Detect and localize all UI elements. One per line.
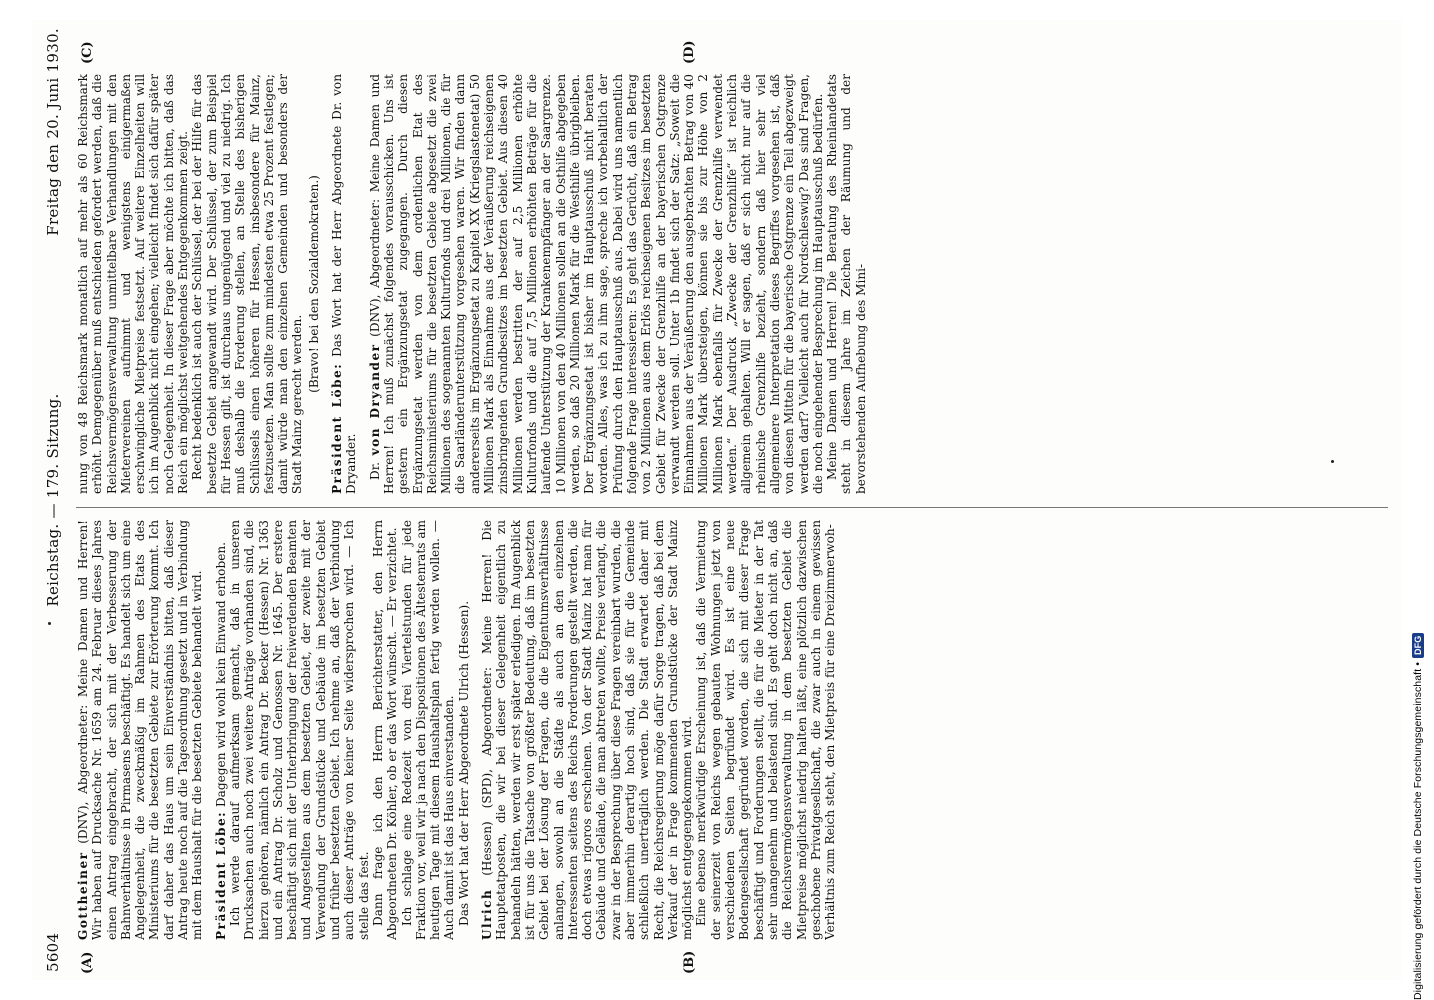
paragraph: Das Wort hat der Herr Abgeordnete Ulrich (Hessen). bbox=[456, 600, 471, 926]
right-column bbox=[76, 74, 1388, 494]
margin-mark-a: (A) bbox=[80, 951, 95, 974]
scan-speck bbox=[48, 622, 51, 625]
speaker-name: Gottheiner bbox=[76, 851, 90, 940]
paragraph: Ich werde darauf aufmerksam gemacht, daß in unseren Drucksachen auch noch zwei weitere Anträge vorhanden sind, die hierzu gehören, nämlich ein Antrag Dr. Becker (Hessen) Nr. 1363 und ein Antrag Dr. Scholz und Genossen Nr. 1645. Der erstere beschäftigt sich mit der Unterbringung der freiwerdenden Beamten und Angestellten aus dem besetzten Gebiet, der zweite mit der Verwendung der Grundstücke und Gebäude im besetzten Gebiet und früher besetzten Gebiet. Ich nehme an, daß der Verbindung auch dieser Anträge von keiner Seite widersprochen wird. — Ich stelle das fest. bbox=[227, 520, 371, 940]
interjection: (Bravo! bei den Sozialdemokraten.) bbox=[306, 175, 321, 393]
document-page bbox=[32, 20, 1402, 980]
speaker-name: Ulrich bbox=[480, 888, 495, 940]
page-header bbox=[40, 28, 68, 972]
paragraph: Meine Damen und Herren! Die Beratung des Rheinlandetats steht in diesem Jahre im Zeichen der Räumung und der bevorstehenden Aufhebung des Mini- bbox=[825, 74, 868, 494]
digitization-notice bbox=[1412, 12, 1424, 1000]
session-date: Freitag den 20. Juni 1930. bbox=[44, 28, 62, 236]
dfg-logo: DFG bbox=[1412, 633, 1424, 658]
paragraph: Dr. von Dryander (DNV), Abgeordneter: Meine Damen und Herren! Ich muß zunächst folgendes vorausschicken. Uns ist gestern ein Ergänzungsetat zugegangen. Durch diesen Ergänzungsetat werden von dem ordentlichen Etat des Reichsministeriums für die besetzten Gebiete abgesetzt die zwei Millionen des sogenannten Kulturfonds und drei Millionen, die für die Saarländerunterstützung vorgesehen waren. Wir finden dann andererseits im Ergänzungsetat zu Kapitel XX (Kriegslastenetat) 50 Millionen Mark als Einnahme aus der Veräußerung reichseigenen zinsbringenden Grundbesitzes im besetzten Gebiet. Aus diesen 40 Millionen werden bestritten der auf 2,5 Millionen erhöhte Kulturfonds und die auf 7,5 Millionen erhöhten Beträge für die laufende Unterstützung der Krankenempfänger an der Saargrenze. 10 Millionen von den 40 Millionen sollen an die Osthilfe abgegeben werden, so daß 20 Millionen Mark für die Westhilfe übrigbleiben. Der Ergänzungsetat ist bisher im Hauptausschuß nicht beraten worden. Alles, was ich zu ihm sage, spreche ich vorbehaltlich der Prüfung durch den Hauptausschuß aus. Dabei wird uns namentlich folgende Frage interessieren: Es geht das Gerücht, daß ein Betrag von 2 Millionen aus dem Erlös reichseigenen Besitzes im besetzten Gebiet für Zwecke der Grenzhilfe an der bayerischen Ostgrenze verwandt werden soll. Unter 1b findet sich der Satz: „Soweit die Einnahmen aus der Veräußerung den ausgebrachten Betrag von 40 Millionen Mark übersteigen, können sie bis zur Höhe von 2 Millionen Mark ebenfalls für Zwecke der Grenzhilfe verwendet werden.“ Der Ausdruck „Zwecke der Grenzhilfe“ ist reichlich allgemein gehalten. Will er sagen, daß er sich nicht nur auf die rheinische Grenzhilfe bezieht, sondern daß hier sehr viel allgemeinere Interpretation dieses Begriffes vorgesehen ist, daß von diesen Mitteln für die bayerische Ostgrenze ein Teil abgezweigt werden darf? Vielleicht auch für Nordschleswig? Das sind Fragen, die noch eingehender Besprechung im Hauptausschuß bedürfen. bbox=[367, 74, 825, 494]
paragraph: Gottheiner (DNV), Abgeordneter: Meine Damen und Herren! Wir haben auf Drucksache Nr. 1659 am 24. Februar dieses Jahres einen Antrag eingebracht, der sich mit der Verbesserung der Bahnverhältnisse in Pirmasens beschäftigt. Es handelt sich um eine Angelegenheit, die zweckmäßig im Rahmen des Etats des Ministeriums für die besetzten Gebiete zur Erörterung kommt. Ich darf daher das Haus um sein Einverständnis bitten, daß dieser Antrag heute noch auf die Tagesordnung gesetzt und in Verbindung mit dem Haushalt für die besetzten Gebiete behandelt wird. bbox=[76, 520, 205, 940]
paragraph: nung von 48 Reichsmark monatlich auf mehr als 60 Reichsmark erhöht. Demgegenüber muß entschieden gefordert werden, daß die Reichsvermögensverwaltung unmittelbare Verhandlungen mit den Mietervereinen aufnimmt und wenigstens einigermaßen erschwingliche Mietpreise festsetzt. Auf weitere Einzelheiten will ich im Augenblick nicht eingehen; vielleicht findet sich dafür später noch Gelegenheit. In dieser Frage aber möchte ich bitten, daß das Reich ein möglichst weitgehendes Entgegenkommen zeigt. bbox=[76, 74, 191, 494]
margin-mark-b: (B) bbox=[682, 950, 697, 974]
margin-mark-c: (C) bbox=[80, 41, 95, 64]
column-divider bbox=[76, 507, 1388, 508]
paragraph: Präsident Löbe: Das Wort hat der Herr Abgeordnete Dr. von Dryander. bbox=[330, 74, 359, 494]
paragraph: Ulrich (Hessen) (SPD), Abgeordneter: Meine Herren! Die Hauptetatposten, die wir bei dieser Gelegenheit eigentlich zu behandeln hätten, werden wir erst später erledigen. Im Augenblick ist für uns die Tatsache von größter Bedeutung, daß im besetzten Gebiet bei der Lösung der Fragen, die die Eigentumsverhältnisse anlangen, sowohl an die Städte als auch an den einzelnen Interessenten seitens des Reichs Forderungen gestellt werden, die doch etwas rigoros erscheinen. Von der Stadt Mainz hat man für Gebäude und Gelände, die man abtreten wollte, Preise verlangt, die zwar in der Besprechung über diese Fragen vereinbart wurden, die aber immerhin derartig hoch sind, daß sie für die Gemeinde schließlich unerträglich werden. Die Stadt erwartet daher mit Recht, die Reichsregierung möge dafür Sorge tragen, daß bei dem Verkauf der in Frage kommenden Grundstücke der Stadt Mainz möglichst entgegengekommen wird. bbox=[480, 520, 695, 940]
paragraph: Eine ebenso merkwürdige Erscheinung ist, daß die Vermietung der seinerzeit von Reichs wegen gebauten Wohnungen jetzt von verschiedenen Seiten begründet wird. Es ist eine neue Bodengesellschaft gegründet worden, die sich mit dieser Frage beschäftigt und Forderungen stellt, die für die Mieter in der Tat sehr unangenehm und belastend sind. Es geht doch nicht an, daß die Reichsvermögensverwaltung in dem besetzten Gebiet die Mietpreise möglichst niedrig halten läßt, eine plötzlich dazwischen geschobene Privatgesellschaft, die zwar auch in einem gewissen Verhältnis zum Reich steht, den Mietpreis für eine Dreizimmerwoh- bbox=[694, 520, 838, 940]
speaker-name: von Dryander bbox=[367, 343, 382, 456]
paragraph: Ich schlage eine Redezeit von drei Viertelstunden für jede Fraktion vor, weil wir ja nach den Dispositionen des Ältestenrats am heutigen Tage mit diesem Haushaltsplan fertig werden wollen. — Auch damit ist das Haus einverstanden. bbox=[399, 520, 457, 940]
paragraph: Dann frage ich den Herrn Berichterstatter, den Herrn Abgeordneten Dr. Köhler, ob er das Wort wünscht. — Er verzichtet. bbox=[370, 520, 400, 940]
session-title: Reichstag. — 179. Sitzung. bbox=[44, 393, 62, 607]
paragraph: Präsident Löbe: Dagegen wird wohl kein Einwand erhoben. bbox=[213, 542, 228, 940]
digitization-text: Digitalisierung gefördert durch die Deutsche Forschungsgemeinschaft • bbox=[1412, 662, 1424, 1000]
speaker-name: Präsident Löbe: bbox=[213, 810, 228, 940]
rotated-scan bbox=[32, 20, 1402, 980]
speaker-name: Präsident Löbe: bbox=[330, 362, 345, 494]
page-number: 5604 bbox=[44, 932, 62, 972]
paragraph: Recht bedenklich ist auch der Schlüssel, der bei der Hilfe für das besetzte Gebiet angewandt wird. Der Schlüssel, der zum Beispiel für Hessen gilt, ist durchaus ungenügend und viel zu niedrig. Ich muß deshalb die Forderung stellen, an Stelle des bisherigen Schlüssels einen höheren für Hessen, insbesondere für Mainz, festzusetzen. Man sollte zum mindesten etwa 25 Prozent festlegen; damit würde man den einzelnen Gemeinden und besonders der Stadt Mainz gerecht werden. bbox=[190, 74, 305, 494]
scan-speck bbox=[1331, 460, 1334, 463]
left-column bbox=[76, 520, 1388, 940]
margin-mark-d: (D) bbox=[682, 40, 697, 64]
